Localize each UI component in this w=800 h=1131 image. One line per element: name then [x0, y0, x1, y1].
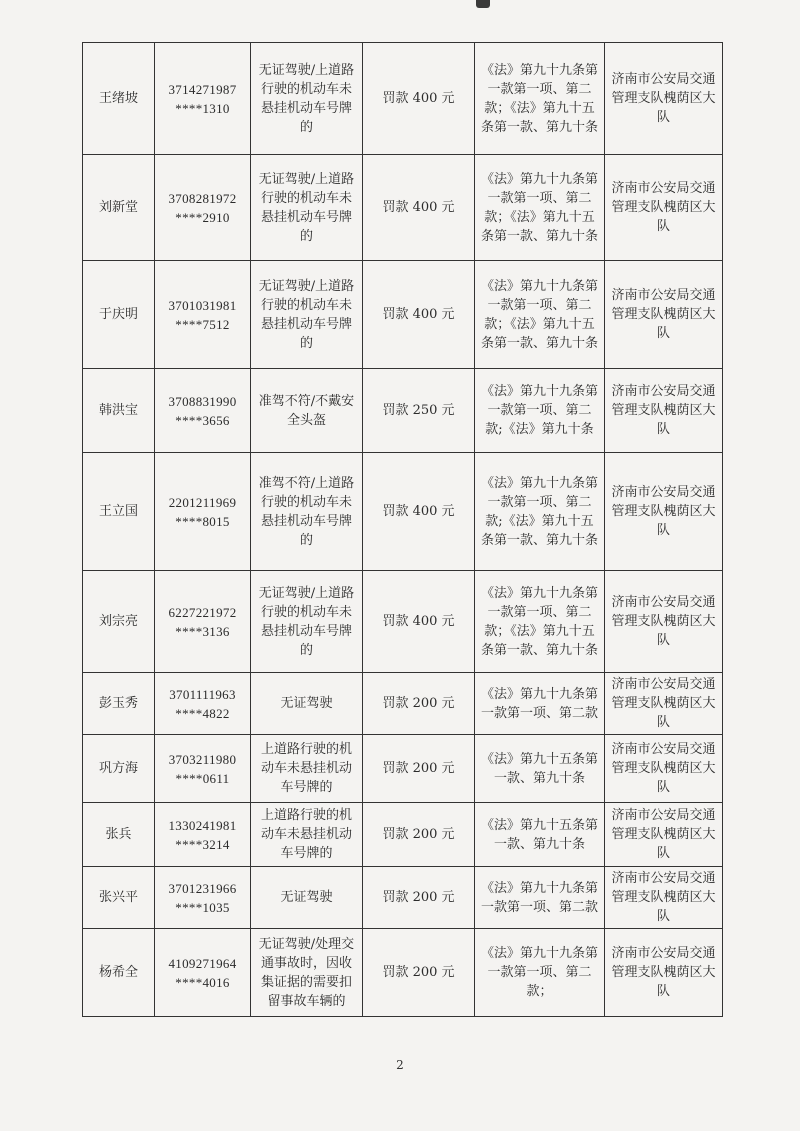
person-name-cell: 韩洪宝 [83, 369, 155, 453]
legal-basis-cell: 《法》第九十五条第一款、第九十条 [475, 803, 605, 867]
id-number-masked-suffix: ****4822 [175, 705, 230, 721]
authority-cell: 济南市公安局交通管理支队槐荫区大队 [605, 261, 723, 369]
id-number-prefix: 3703211980 [168, 751, 237, 767]
person-name-cell: 巩方海 [83, 735, 155, 803]
id-number-cell [155, 571, 251, 673]
table-row [83, 369, 723, 453]
authority-cell: 济南市公安局交通管理支队槐荫区大队 [605, 803, 723, 867]
person-name-cell: 刘新堂 [83, 155, 155, 261]
id-number-cell [155, 673, 251, 735]
legal-basis-cell: 《法》第九十九条第一款第一项、第二款;《法》第九十条 [475, 369, 605, 453]
violation-cell: 无证驾驶/上道路行驶的机动车未悬挂机动车号牌的 [251, 155, 363, 261]
penalty-cell: 罚款 200 元 [363, 867, 475, 929]
id-number-masked-suffix: ****3214 [175, 836, 230, 852]
person-name-cell: 张兵 [83, 803, 155, 867]
penalty-cell: 罚款 400 元 [363, 261, 475, 369]
table-row [83, 867, 723, 929]
id-number-prefix: 3708281972 [168, 190, 237, 206]
id-number-prefix: 3708831990 [168, 393, 237, 409]
id-number-cell [155, 43, 251, 155]
id-number-cell [155, 929, 251, 1017]
id-number-masked-suffix: ****1310 [175, 100, 230, 116]
violation-cell: 准驾不符/上道路行驶的机动车未悬挂机动车号牌的 [251, 453, 363, 571]
legal-basis-cell: 《法》第九十九条第一款第一项、第二款；《法》第九十五条第一款、第九十条 [475, 571, 605, 673]
person-name-cell: 刘宗亮 [83, 571, 155, 673]
person-name-cell: 杨希全 [83, 929, 155, 1017]
table-row [83, 261, 723, 369]
authority-cell: 济南市公安局交通管理支队槐荫区大队 [605, 155, 723, 261]
document-page [82, 42, 722, 1017]
penalty-cell: 罚款 250 元 [363, 369, 475, 453]
id-number-cell [155, 261, 251, 369]
penalty-records-table [82, 42, 723, 1017]
violation-cell: 无证驾驶/上道路行驶的机动车未悬挂机动车号牌的 [251, 43, 363, 155]
scan-edge-mark [476, 0, 490, 8]
id-number-prefix: 6227221972 [168, 604, 237, 620]
authority-cell: 济南市公安局交通管理支队槐荫区大队 [605, 453, 723, 571]
legal-basis-cell: 《法》第九十九条第一款第一项、第二款 [475, 673, 605, 735]
table-row [83, 929, 723, 1017]
table-row [83, 155, 723, 261]
table-body [83, 43, 723, 1017]
legal-basis-cell: 《法》第九十九条第一款第一项、第二款； [475, 929, 605, 1017]
authority-cell: 济南市公安局交通管理支队槐荫区大队 [605, 929, 723, 1017]
table-row [83, 735, 723, 803]
violation-cell: 上道路行驶的机动车未悬挂机动车号牌的 [251, 735, 363, 803]
id-number-prefix: 3701231966 [168, 880, 237, 896]
id-number-prefix: 2201211969 [168, 494, 237, 510]
penalty-cell: 罚款 400 元 [363, 43, 475, 155]
legal-basis-cell: 《法》第九十五条第一款、第九十条 [475, 735, 605, 803]
id-number-prefix: 3701031981 [168, 297, 237, 313]
penalty-cell: 罚款 200 元 [363, 673, 475, 735]
id-number-masked-suffix: ****4016 [175, 974, 230, 990]
id-number-cell [155, 803, 251, 867]
legal-basis-cell: 《法》第九十九条第一款第一项、第二款；《法》第九十五条第一款、第九十条 [475, 43, 605, 155]
id-number-masked-suffix: ****1035 [175, 899, 230, 915]
id-number-prefix: 3701111963 [169, 686, 236, 702]
penalty-cell: 罚款 200 元 [363, 803, 475, 867]
id-number-cell [155, 369, 251, 453]
penalty-cell: 罚款 400 元 [363, 155, 475, 261]
person-name-cell: 王立国 [83, 453, 155, 571]
id-number-prefix: 3714271987 [168, 81, 237, 97]
person-name-cell: 张兴平 [83, 867, 155, 929]
penalty-cell: 罚款 200 元 [363, 929, 475, 1017]
id-number-masked-suffix: ****7512 [175, 316, 230, 332]
id-number-masked-suffix: ****3136 [175, 623, 230, 639]
authority-cell: 济南市公安局交通管理支队槐荫区大队 [605, 735, 723, 803]
authority-cell: 济南市公安局交通管理支队槐荫区大队 [605, 43, 723, 155]
id-number-cell [155, 735, 251, 803]
id-number-cell [155, 453, 251, 571]
authority-cell: 济南市公安局交通管理支队槐荫区大队 [605, 867, 723, 929]
id-number-cell [155, 155, 251, 261]
penalty-cell: 罚款 400 元 [363, 571, 475, 673]
person-name-cell: 于庆明 [83, 261, 155, 369]
table-row [83, 453, 723, 571]
violation-cell: 无证驾驶 [251, 673, 363, 735]
id-number-masked-suffix: ****3656 [175, 412, 230, 428]
table-row [83, 803, 723, 867]
violation-cell: 准驾不符/不戴安全头盔 [251, 369, 363, 453]
id-number-masked-suffix: ****0611 [175, 770, 230, 786]
person-name-cell: 彭玉秀 [83, 673, 155, 735]
legal-basis-cell: 《法》第九十九条第一款第一项、第二款；《法》第九十五条第一款、第九十条 [475, 155, 605, 261]
id-number-cell [155, 867, 251, 929]
penalty-cell: 罚款 400 元 [363, 453, 475, 571]
violation-cell: 无证驾驶/上道路行驶的机动车未悬挂机动车号牌的 [251, 261, 363, 369]
authority-cell: 济南市公安局交通管理支队槐荫区大队 [605, 571, 723, 673]
violation-cell: 上道路行驶的机动车未悬挂机动车号牌的 [251, 803, 363, 867]
violation-cell: 无证驾驶/上道路行驶的机动车未悬挂机动车号牌的 [251, 571, 363, 673]
legal-basis-cell: 《法》第九十九条第一款第一项、第二款；《法》第九十五条第一款、第九十条 [475, 261, 605, 369]
authority-cell: 济南市公安局交通管理支队槐荫区大队 [605, 673, 723, 735]
id-number-prefix: 1330241981 [168, 817, 237, 833]
violation-cell: 无证驾驶 [251, 867, 363, 929]
id-number-masked-suffix: ****8015 [175, 513, 230, 529]
authority-cell: 济南市公安局交通管理支队槐荫区大队 [605, 369, 723, 453]
table-row [83, 673, 723, 735]
legal-basis-cell: 《法》第九十九条第一款第一项、第二款 [475, 867, 605, 929]
page-number: 2 [396, 1058, 404, 1072]
table-row [83, 571, 723, 673]
legal-basis-cell: 《法》第九十九条第一款第一项、第二款;《法》第九十五条第一款、第九十条 [475, 453, 605, 571]
penalty-cell: 罚款 200 元 [363, 735, 475, 803]
id-number-prefix: 4109271964 [168, 955, 237, 971]
violation-cell: 无证驾驶/处理交通事故时，因收集证据的需要扣留事故车辆的 [251, 929, 363, 1017]
id-number-masked-suffix: ****2910 [175, 209, 230, 225]
person-name-cell: 王绪坡 [83, 43, 155, 155]
table-row [83, 43, 723, 155]
